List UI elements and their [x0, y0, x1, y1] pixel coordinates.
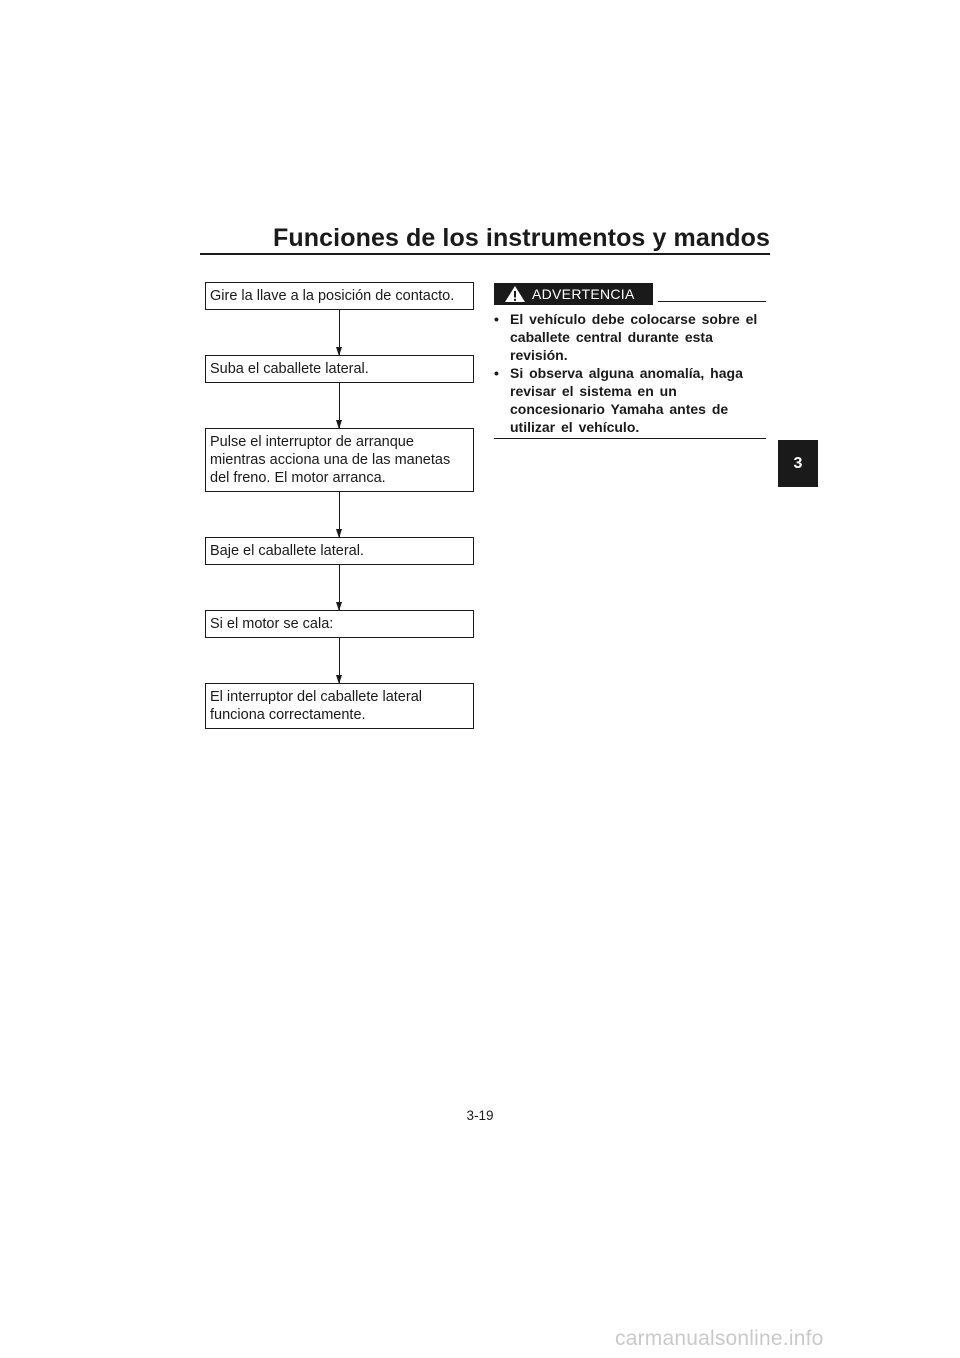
- bullet-icon: •: [494, 311, 499, 327]
- warning-header: [494, 283, 766, 305]
- warning-triangle-icon: [504, 285, 526, 303]
- flow-step-5: Si el motor se cala:: [205, 610, 474, 638]
- flow-step-4: Baje el caballete lateral.: [205, 537, 474, 565]
- warning-rule-top: [658, 301, 766, 302]
- flow-step-1: Gire la llave a la posición de contacto.: [205, 282, 474, 310]
- warning-label: ADVERTENCIA: [532, 286, 635, 302]
- page-number: 3-19: [466, 1108, 494, 1123]
- page-title: Funciones de los instrumentos y mandos: [273, 224, 770, 252]
- flow-step-6: El interruptor del caballete lateral funciona correctamente.: [205, 683, 474, 729]
- warning-list: [494, 310, 766, 436]
- warning-item: [494, 310, 766, 364]
- bullet-icon: •: [494, 365, 499, 381]
- warning-item: [494, 364, 766, 436]
- flow-arrow-3: [339, 492, 340, 537]
- chapter-tab-number: 3: [793, 454, 803, 472]
- flow-arrow-4: [339, 565, 340, 610]
- watermark: carmanualsonline.info: [615, 1327, 824, 1350]
- warning-item-text: Si observa alguna anomalía, haga revisar el sistema en un concesionario Yamaha antes de utilizar el vehículo.: [510, 365, 743, 435]
- flow-step-2: Suba el caballete lateral.: [205, 355, 474, 383]
- warning-item-text: El vehículo debe colocarse sobre el caballete central durante esta revisión.: [510, 311, 758, 363]
- chapter-tab: [778, 440, 818, 487]
- warning-rule-bottom: [494, 438, 766, 439]
- title-rule: [200, 253, 770, 255]
- flow-arrow-2: [339, 383, 340, 428]
- flow-arrow-1: [339, 310, 340, 355]
- flow-step-3: Pulse el interruptor de arranque mientras acciona una de las manetas del freno. El motor arranca.: [205, 428, 474, 492]
- warning-badge: [494, 283, 653, 305]
- flow-arrow-5: [339, 638, 340, 683]
